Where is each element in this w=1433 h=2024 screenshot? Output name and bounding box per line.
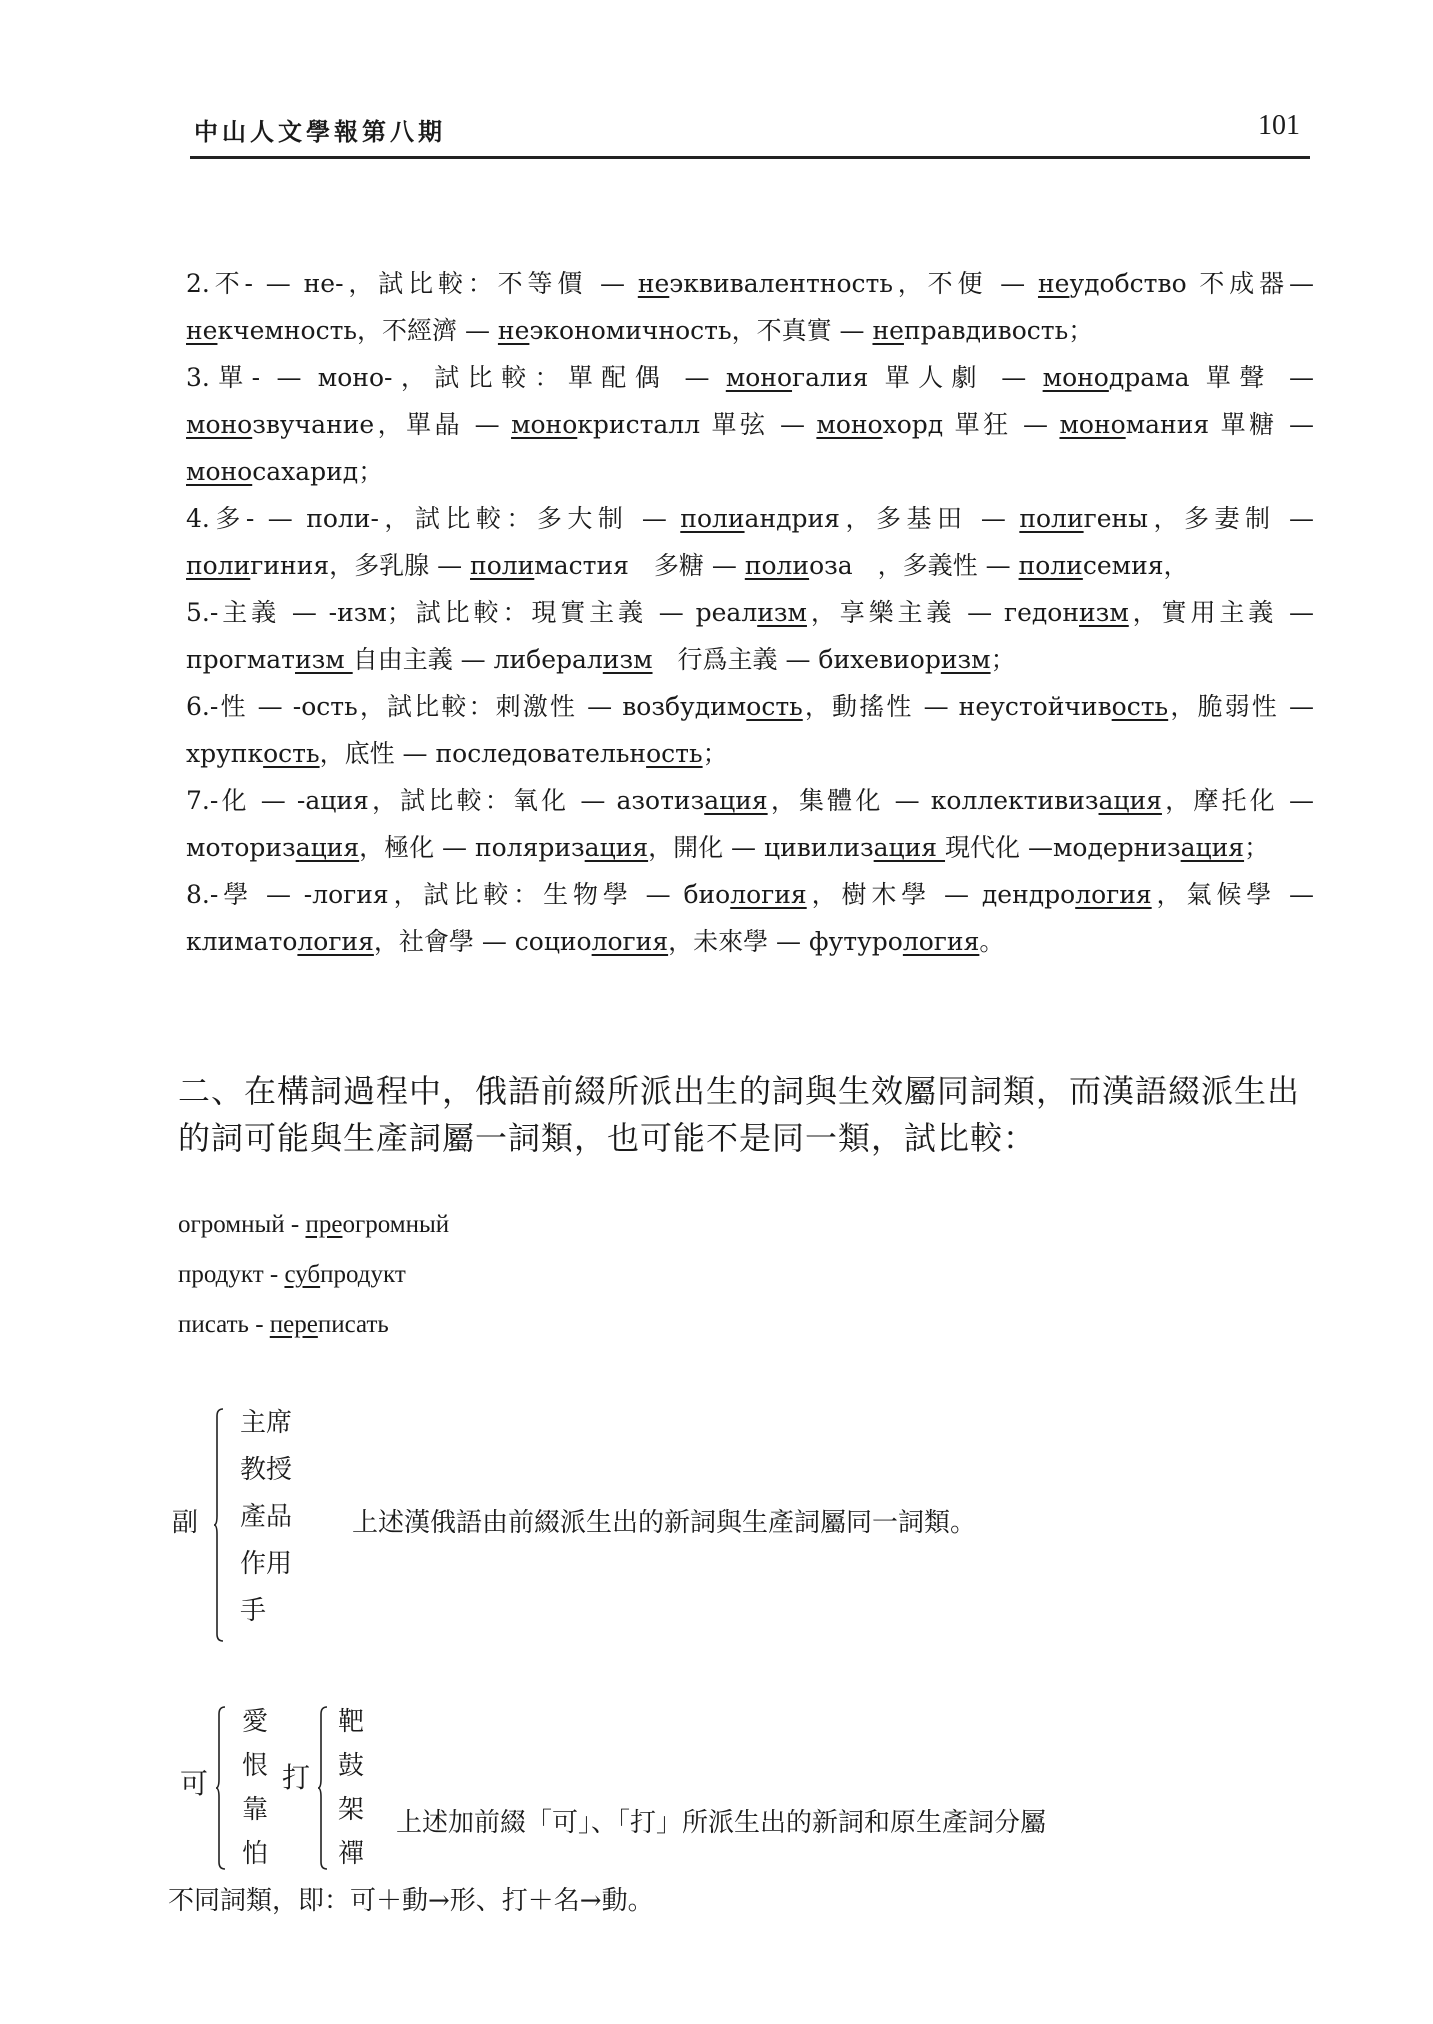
list-item: 4.多- — поли-，試比較：多大制 — полиандрия，多基田 — полигены，多妻制 —полигиния，多乳腺 — полимастия 多糖 — полиоза ，多義性 — полисемия， bbox=[186, 504, 1315, 580]
fu-word-list bbox=[240, 1400, 292, 1635]
list-item: 愛 bbox=[242, 1707, 269, 1737]
da-word-list bbox=[338, 1700, 364, 1876]
example-row: продукт - субпродукт bbox=[178, 1261, 406, 1288]
curly-brace bbox=[216, 1706, 226, 1870]
list-item: 手 bbox=[240, 1596, 267, 1626]
list-item: 2.不- — не-，試比較：不等價 — неэквивалентность，不便 — неудобство 不成器— некчемность，不經濟 — неэкономичность，不真實 — неправдивость； bbox=[186, 269, 1314, 345]
list-item: 靶 bbox=[338, 1707, 365, 1737]
list-item: 3.單- — моно-，試比較：單配偶 — моногалия 單人劇 — монодрама 單聲 — монозвучание，單晶 — монокристалл 單弦 — монохорд 單狂 — мономания 單糖 —моносахарид； bbox=[186, 363, 1315, 486]
prefix-da: 打 bbox=[282, 1761, 311, 1794]
closing-line: 不同詞類，即：可＋動→形、打＋名→動。 bbox=[168, 1886, 654, 1916]
list-item: 主席 bbox=[240, 1408, 293, 1438]
example-row: огромный - преогромный bbox=[178, 1211, 450, 1238]
prefix-fu: 副 bbox=[172, 1508, 199, 1538]
curly-brace bbox=[214, 1408, 224, 1642]
ke-da-prefix-group bbox=[172, 1700, 1322, 1880]
prefix-ke: 可 bbox=[180, 1767, 209, 1800]
example-row: писать - переписать bbox=[178, 1311, 389, 1338]
list-item: 教授 bbox=[240, 1455, 293, 1485]
list-item: 6.-性 — -ость，試比較：刺激性 — возбудимость，動搖性 — неустойчивость，脆弱性 — хрупкость，底性 — последовательность； bbox=[186, 692, 1314, 768]
list-item: 產品 bbox=[240, 1502, 293, 1532]
list-item: 恨 bbox=[242, 1751, 269, 1781]
journal-title: 中山人文學報第八期 bbox=[194, 117, 446, 146]
list-item: 靠 bbox=[242, 1795, 269, 1825]
list-item: 怕 bbox=[242, 1839, 269, 1869]
section-two-paragraph: 二、在構詞過程中，俄語前綴所派出生的詞與生效屬同詞類，而漢語綴派生出的詞可能與生產詞屬一詞類，也可能不是同一類，試比較： bbox=[178, 1072, 1301, 1157]
ke-word-list bbox=[242, 1700, 268, 1876]
russian-examples bbox=[178, 1200, 449, 1350]
curly-brace bbox=[318, 1706, 328, 1870]
list-item: 架 bbox=[338, 1795, 365, 1825]
page-number: 101 bbox=[1258, 110, 1300, 141]
ke-da-description: 上述加前綴「可」、「打」所派生出的新詞和原生產詞分屬 bbox=[396, 1808, 1047, 1838]
list-item: 5.-主義 — -изм；試比較：現實主義 — реализм，享樂主義 — гедонизм，實用主義 — прогматизм 自由主義 — либерализм 行爲主義 — бихевиоризм； bbox=[186, 598, 1314, 674]
list-item: 7.-化 — -ация，試比較：氧化 — азотизация，集體化 — коллективизация，摩托化 — моторизация，極化 — поляризация，開化 — цивилизация 現代化 —модернизация； bbox=[186, 786, 1314, 862]
list-item: 鼓 bbox=[338, 1751, 365, 1781]
list-item: 8.-學 — -логия，試比較：生物學 — биология，樹木學 — дендрология，氣候學 —климатология，社會學 — социология，未來學 — футурология。 bbox=[186, 880, 1314, 956]
list-item: 作用 bbox=[240, 1549, 293, 1579]
list-item: 禪 bbox=[338, 1839, 365, 1869]
prefix-comparison-list bbox=[186, 260, 1314, 965]
running-header bbox=[190, 112, 1310, 159]
fu-prefix-group bbox=[172, 1400, 1272, 1660]
fu-description: 上述漢俄語由前綴派生出的新詞與生產詞屬同一詞類。 bbox=[352, 1508, 977, 1538]
